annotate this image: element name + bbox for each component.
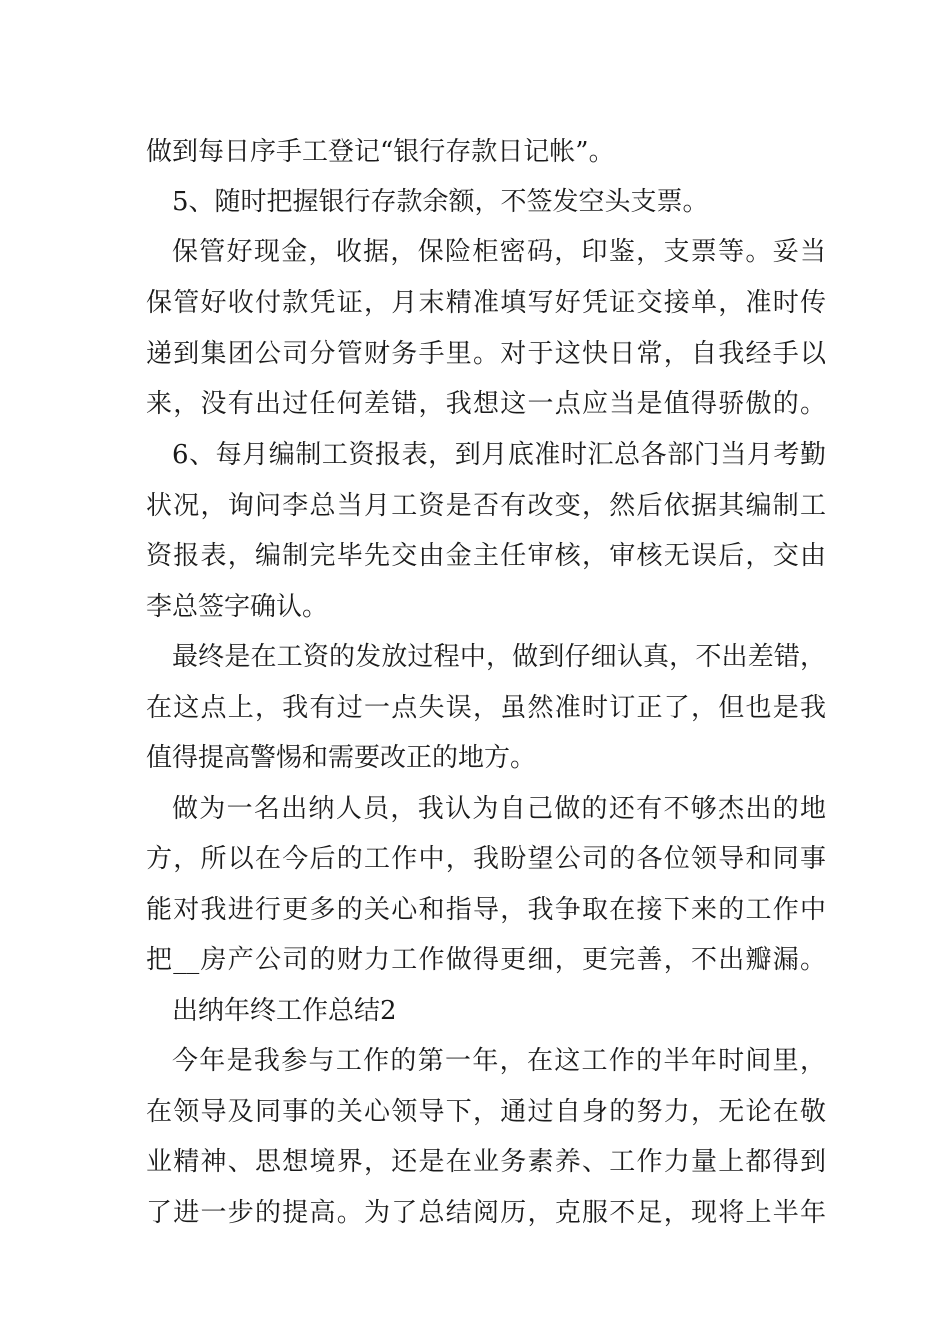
text-line: 资报表，编制完毕先交由金主任审核，审核无误后，交由 xyxy=(146,541,826,571)
text-line: 能对我进行更多的关心和指导，我争取在接下来的工作中 xyxy=(146,895,826,925)
text-line: 在这点上，我有过一点失误，虽然准时订正了，但也是我 xyxy=(146,693,826,723)
text-line: 做到每日序手工登记“银行存款日记帐”。 xyxy=(146,137,615,167)
text-line: 今年是我参与工作的第一年，在这工作的半年时间里， xyxy=(172,1046,826,1076)
text-line: 值得提高警惕和需要改正的地方。 xyxy=(146,743,537,773)
text-line: 来，没有出过任何差错，我想这一点应当是值得骄傲的。 xyxy=(146,389,826,419)
text-line: 了进一步的提高。为了总结阅历，克服不足，现将上半年 xyxy=(146,1198,826,1228)
text-line: 业精神、思想境界，还是在业务素养、工作力量上都得到 xyxy=(146,1147,826,1177)
text-line: 保管好现金，收据，保险柜密码，印鉴，支票等。妥当 xyxy=(172,237,826,267)
text-line: 做为一名出纳人员，我认为自己做的还有不够杰出的地 xyxy=(172,794,826,824)
text-line: 把__房产公司的财力工作做得更细，更完善，不出瓣漏。 xyxy=(146,945,826,975)
section-heading: 出纳年终工作总结2 xyxy=(172,996,397,1026)
text-line: 在领导及同事的关心领导下，通过自身的努力，无论在敬 xyxy=(146,1097,826,1127)
text-line: 状况，询问李总当月工资是否有改变，然后依据其编制工 xyxy=(146,491,826,521)
text-line: 最终是在工资的发放过程中，做到仔细认真，不出差错， xyxy=(172,642,826,672)
text-line: 李总签字确认。 xyxy=(146,592,329,622)
text-line: 保管好收付款凭证，月末精准填写好凭证交接单，准时传 xyxy=(146,288,826,318)
text-line: 5、随时把握银行存款余额，不签发空头支票。 xyxy=(172,187,709,217)
text-line: 方，所以在今后的工作中，我盼望公司的各位领导和同事 xyxy=(146,844,826,874)
text-line: 6、每月编制工资报表，到月底准时汇总各部门当月考勤 xyxy=(172,440,826,470)
text-line: 递到集团公司分管财务手里。对于这快日常，自我经手以 xyxy=(146,339,826,369)
